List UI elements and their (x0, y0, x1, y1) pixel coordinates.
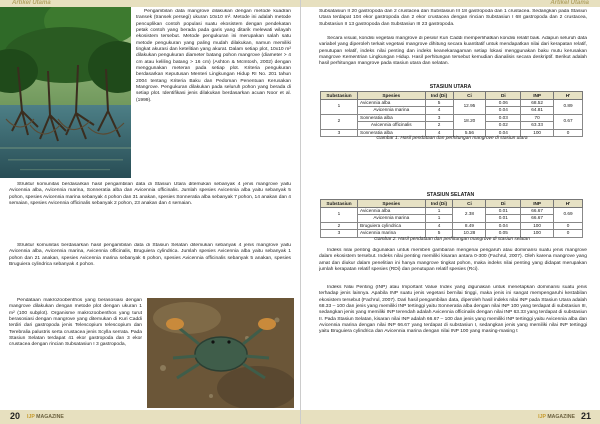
right-paragraph-inp-intro: Indeks nilai penting digunakan untuk memberi gambaran mengenai pengaruh atau dominansi suatu jenis mangrove dalam ekosistem tersebut. Indeks nilai penting memiliki kisaran antara 0-300 (Fachrul, 2007). Oleh karena mangrove yang amat dan diukur dalam penelitian ini hanya mangrove tingkat pohon, maka indeks nilai penting yang didapat merupakan jumlah kerapatan relatif spesies (RDi) dan penutupan relatif spesies (Rci). (319, 248, 587, 273)
table-cell: 8.49 (453, 222, 486, 230)
table-cell: 70 (521, 114, 554, 122)
left-paragraph-south-station: Struktur komunitas berdasarkan hasil pengambilan data di Stasiun Selatan ditemukan sebanyak 4 jenis mangrove yaitu Avicennia alba, Avicennia marina, Avicennia officinalis, Bruguiera cylindrica. Jumlah spesies Avicennia alba yaitu sebanyak 1 pohon dan 21 anakan, spesies Avicennia marina sebanyak 6 pohon, spesies Avicennia officinalis sebanyak 5 anakan, spesies Bruguiera cylindrica sebanyak 4 pohon. (9, 243, 291, 268)
column-header: Substasiun (321, 92, 358, 100)
table-cell: 1 (321, 99, 358, 114)
table-cell: 0.04 (486, 129, 521, 137)
table-cell: 5 (425, 99, 453, 107)
column-header: Ind (Di) (425, 92, 453, 100)
table-cell: 66.67 (521, 215, 554, 223)
table-cell: Avicennia marina (357, 230, 425, 238)
crab-photo (147, 298, 294, 408)
table-cell: 5 (425, 230, 453, 238)
table-cell: 0 (554, 129, 583, 137)
column-header: Spesies (357, 200, 425, 208)
left-header-bar (0, 0, 300, 7)
table-cell: 1 (425, 215, 453, 223)
column-header: Di (486, 200, 521, 208)
table-cell: 100 (521, 129, 554, 137)
table-header-row (321, 92, 583, 100)
table-row (321, 122, 583, 130)
table-cell: 100 (521, 230, 554, 238)
table-cell: 0.01 (486, 215, 521, 223)
column-header: Ind (Di) (425, 200, 453, 208)
column-header: Ci (453, 92, 486, 100)
table-cell: Avicennia alba (357, 99, 425, 107)
left-paragraph-methods: Pengambilan data mangrove dilakukan dengan metode kuadran transek (transek persegi) ukuran 10x10 m². Metode ini adalah metode pencuplikan contoh populasi suatu ekosistem dengan pendekatan petak contoh yang berada pada garis yang ditarik melewati wilayah ekosistem tersebut. Metode pengukuran ini merupakan salah satu metode pengukuran yang paling mudah dilakukan, namun memiliki tingkat akurasi dan ketelitian yang akurat. Dalam setiap plot, 10x10 m² dilakukan pengukuran diameter batang pohon mangrove (diameter > 4 cm atau keliling batang > 16 cm) (Ashton & McIntosh, 2002) dengan menggunakan meteran pada setiap plot. Kriteria pengukuran berdasarkan Keputusan Menteri Lingkungan Hidup RI No. 201 tahun 2004 tentang Kriteria Baku dan Pedoman Penentuan Kerusakan Mangrove. Pengukuran dilakukan pada seluruh pohon yang berada di setiap plot. Identifikasi jenis dilakukan berdasarkan acuan Noor et al. (1999). (136, 9, 291, 103)
table-cell: 2 (321, 114, 358, 129)
table-cell: 0.89 (554, 99, 583, 114)
column-header: H' (554, 200, 583, 208)
table-cell: 1 (425, 207, 453, 215)
table-cell: 68.52 (521, 99, 554, 107)
table-row (321, 207, 583, 215)
left-paragraph-north-station: Struktur komunitas berdasarkan hasil pengambilan data di Stasiun Utara ditemukan sebanyak 4 jenis mangrove yaitu Avicennia alba, Avicennia marina, Sonneratia alba dan Avicennia officinalis. Jumlah spesies Avicennia alba yaitu sebanyak 5 pohon, spesies Avicennia marina sebanyak 4 pohon dan 31 anakan, spesies Sonneratia alba sebanyak 7 pohon, 14 anakan dan 4 semaian, spesies Avicennia officinalis sebanyak 2 pohon, 23 anakan dan 4 semaian. (9, 182, 291, 207)
left-section-title: Artikel Utama (12, 0, 51, 6)
table-cell: 3 (425, 114, 453, 122)
table-cell: 1 (321, 207, 358, 222)
right-paragraph-inp-results: Indeks Nilai Penting (INP) atau Important Value Index yang digunakan untuk menetapkan dominansi suatu jenis terhadap jenis lainnya. Apabila INP suatu jenis vegetasi bernilai tinggi, maka jenis ini sangat mempengaruhi kestabilan ekosistem tersebut (Fachrul, 2007). Dari hasil pengambilan data, diperoleh hasil indeks nilai INP pada Stasiun Utara adalah 68.33 – 100 dan jenis yang memiliki INP tertinggi yaitu Sonneratia alba dengan nilai INP 100 yang terdapat di substasiun III, sedangkan jenis yang memiliki INP terendah adalah Avicennia officinalis dengan nilai INP 63.33 yang terdapat di substasiun II. Pada Stasiun Selatan, kisaran nilai INP adalah 66.67 – 100 dan jenis yang memiliki INP tertinggi yaitu Avicennia alba dan Avicennia marina dengan nilai INP 66.67 yang terdapat di substasiun I, sedangkan jenis yang memiliki nilai INP tertinggi yaitu Bruguiera cylindrica dan Avicennia marina dengan nilai INP 100 yang masing-masing t (319, 285, 587, 335)
table-cell: 4 (425, 129, 453, 137)
table-cell: 0 (554, 222, 583, 230)
table-cell: Avicennia officinalis (357, 122, 425, 130)
table-cell: Sonneratia alba (357, 114, 425, 122)
brand-prefix-right: IJP (538, 414, 546, 420)
table-caption-south: Gambar 2. Hasil pendataan dan perhitungan mangrove di stasiun selatan (374, 237, 530, 242)
table-cell: 66.67 (521, 207, 554, 215)
table-cell: Sonneratia alba (357, 129, 425, 137)
mangrove-photo (0, 7, 131, 178)
table-row (321, 222, 583, 230)
table-cell: 2 (321, 222, 358, 230)
column-header: INP (521, 92, 554, 100)
right-paragraph-continued: Subsatasiun II 20 gastropoda dan 2 crustacea dan Substasiun III 18 gastropoda dan 1 crustacea. Sedangkan pada Stasiun Utara terdapat 104 ekor gastropoda dan 2 ekor crustacea dengan rincian Substasiun I 68 gastropoda dan 2 crustacea, Substasiun II 13 gastropoda dan Substasiun III 23 gastropoda. (319, 9, 587, 27)
table-cell: 12.95 (453, 99, 486, 114)
table-header-row (321, 200, 583, 208)
table-cell: 0.04 (486, 107, 521, 115)
table-cell: 4 (425, 222, 453, 230)
table-cell: 100 (521, 222, 554, 230)
table-row (321, 99, 583, 107)
table-cell: 10.28 (453, 230, 486, 238)
column-header: Spesies (357, 92, 425, 100)
table-cell: 0.04 (486, 222, 521, 230)
right-paragraph-visual-condition: Secara visual, kondisi vegetasi mangrove di pesisir Kuri Caddi memperlihatkan kondisi relatif baik. Adapun seluruh data variabel yang diperoleh terkait vegetasi mangrove dihitung secara kuantitatif untuk mendapatkan nilai dari kerapatan relatif, penutupan relatif, indeks nilai penting dan indeks keanekaragaman setiap lokasi menggunakan baku mutu kerusakan mangrove Kementrian Lingkungan Hidup. Hasil perhitungan tersebut kemudian dianalisis secara deskriptif. Berikut adalah hasil perhitungan mangrove pada stasiun utara dan selatan. (319, 36, 587, 67)
brand-prefix-left: IJP (27, 414, 35, 420)
table-cell: 18.20 (453, 114, 486, 129)
table-row (321, 107, 583, 115)
table-row (321, 114, 583, 122)
table-cell: 2.38 (453, 207, 486, 222)
magazine-brand-left (27, 414, 64, 420)
brand-name-left: MAGAZINE (36, 414, 64, 420)
left-paragraph-makrozoobenthos: Pendataan makrozoobenthos yang berasosiasi dengan mangrove dilakukan dengan metode plot dengan ukuran 1 m² (100 subplot). Organisme makrozoobenthos yang turut berasosiasi dengan mangrove yang ditemukan di Kuri Caddi terdiri dari gastropoda jenis Telescopium telescopium dan Terebralia palustris serta crustacea jenis Scylla serrata. Pada Stasiun Selatan terdapat 41 ekor gastropoda dan 3 ekor crustacea dengan rincian Subsatasiun I 3 gastropoda, (9, 298, 142, 348)
right-section-title: Artikel Utama (550, 0, 589, 6)
table-cell: 0.06 (486, 99, 521, 107)
table-cell: 3 (321, 230, 358, 238)
table-row (321, 215, 583, 223)
right-footer (301, 410, 600, 424)
south-station-table (320, 199, 583, 238)
table-cell: Avicennia marina (357, 215, 425, 223)
table-cell: 0.67 (554, 114, 583, 129)
magazine-brand-right (538, 414, 575, 420)
column-header: H' (554, 92, 583, 100)
table-title-south: STASIUN SELATAN (426, 192, 475, 198)
table-cell: Bruguiera cylindrica (357, 222, 425, 230)
table-cell: Avicennia marina (357, 107, 425, 115)
north-station-table (320, 91, 583, 137)
brand-name-right: MAGAZINE (547, 414, 575, 420)
column-header: INP (521, 200, 554, 208)
table-cell: 4 (425, 107, 453, 115)
right-header-bar (301, 0, 600, 7)
page-number-right: 21 (580, 411, 591, 421)
column-header: Di (486, 92, 521, 100)
table-cell: 0.03 (486, 114, 521, 122)
column-header: Substasiun (321, 200, 358, 208)
page-number-left: 20 (10, 411, 21, 421)
table-cell: 3 (321, 129, 358, 137)
table-cell: 0.02 (486, 122, 521, 130)
column-header: Ci (453, 200, 486, 208)
table-cell: 63.33 (521, 122, 554, 130)
table-cell: 0.01 (486, 207, 521, 215)
table-cell: 2 (425, 122, 453, 130)
table-cell: 0.05 (486, 230, 521, 238)
table-title-north: STASIUN UTARA (429, 84, 472, 90)
table-cell: Avicennia alba (357, 207, 425, 215)
left-footer (0, 410, 300, 424)
table-cell: 0 (554, 230, 583, 238)
table-caption-north: Gambar 1. Hasil pendataan dan perhitungan mangrove di stasiun utara (376, 136, 528, 141)
table-cell: 0.69 (554, 207, 583, 222)
table-cell: 64.81 (521, 107, 554, 115)
table-cell: 5.56 (453, 129, 486, 137)
